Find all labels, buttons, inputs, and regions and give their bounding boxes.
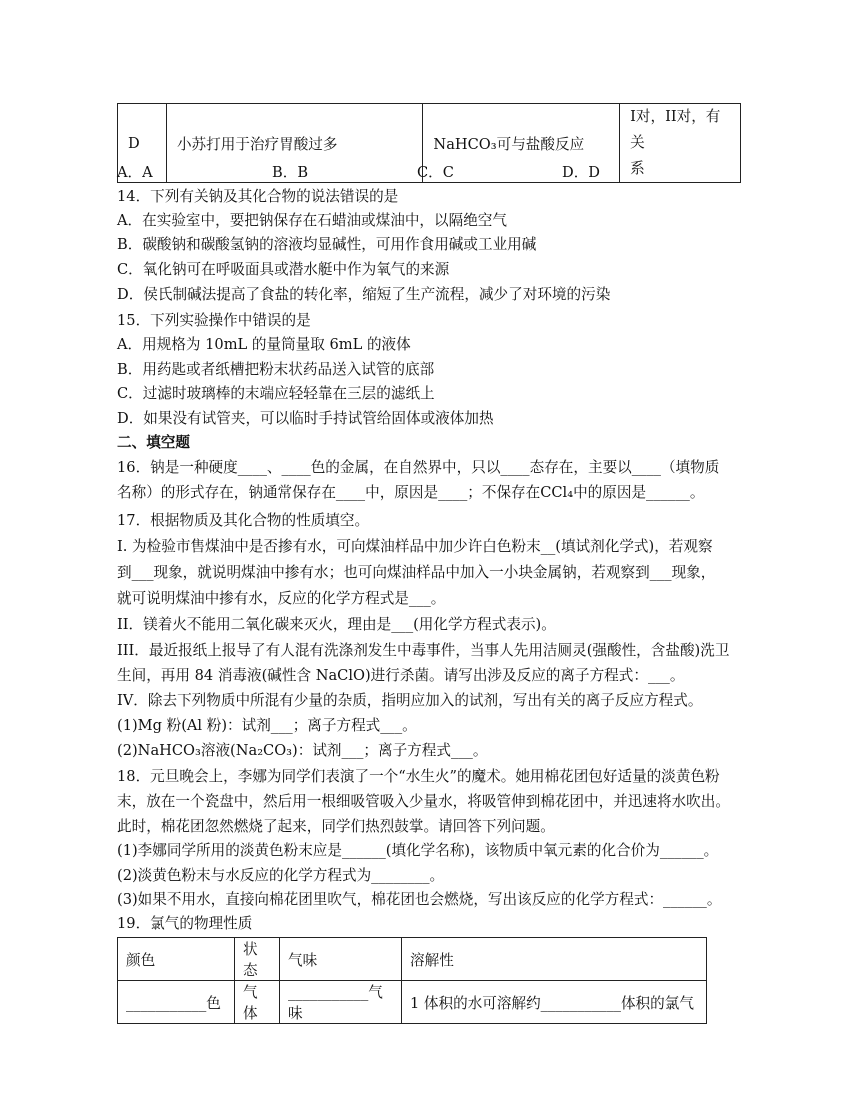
row-label: D	[118, 104, 167, 183]
judgment-line-1: I对，II对，有关	[630, 108, 721, 151]
q14-option-a: A．在实验室中，要把钠保存在石蜡油或煤油中，以隔绝空气	[117, 212, 507, 229]
q13-choices	[117, 163, 600, 183]
cell-state: 气体	[235, 981, 280, 1024]
statement-2: NaHCO₃可与盐酸反应	[423, 104, 620, 183]
q18-sub-1: (1)李娜同学所用的淡黄色粉末应是______(填化学名称)，该物质中氧元素的化合价为______。	[117, 842, 719, 859]
q15-stem: 15．下列实验操作中错误的是	[117, 312, 311, 329]
q14-option-b: B．碳酸钠和碳酸氢钠的溶液均显碱性，可用作食用碱或工业用碱	[117, 236, 537, 253]
q18-line-2: 末，放在一个瓷盘中，然后用一根细吸管吸入少量水，将吸管伸到棉花团中，并迅速将水吹出。	[117, 793, 730, 810]
q15-option-a: A．用规格为 10mL 的量筒量取 6mL 的液体	[117, 336, 411, 353]
q17-part1-line1: I. 为检验市售煤油中是否掺有水，可向煤油样品中加少许白色粉末__(填试剂化学式)，若观察	[117, 538, 713, 555]
q18-line-1: 18．元旦晚会上，李娜为同学们表演了一个“水生火”的魔术。她用棉花团包好适量的淡黄色粉	[117, 768, 720, 785]
q19-stem: 19．氯气的物理性质	[117, 915, 253, 932]
choice-b: B．B	[272, 164, 309, 181]
q17-part5: (1)Mg 粉(Al 粉)：试剂___；离子方程式___。	[117, 717, 417, 734]
q18-sub-3: (3)如果不用水，直接向棉花团里吹气，棉花团也会燃烧，写出该反应的化学方程式：______。	[117, 891, 722, 908]
choice-d: D．D	[562, 164, 600, 181]
q17-part1-line3: 就可说明煤油中掺有水，反应的化学方程式是___。	[117, 590, 446, 607]
q17-part3-line1: III．最近报纸上报导了有人混有洗涤剂发生中毒事件，当事人先用洁厕灵(强酸性，含盐酸)洗卫	[117, 642, 730, 659]
q15-option-b: B．用药匙或者纸槽把粉末状药品送入试管的底部	[117, 361, 435, 378]
q14-option-d: D．侯氏制碱法提高了食盐的转化率，缩短了生产流程，减少了对环境的污染	[117, 286, 611, 303]
header-solubility: 溶解性	[402, 938, 707, 981]
section-title: 二、填空题	[117, 434, 190, 451]
q17-part2: II．镁着火不能用二氧化碳来灭火，理由是___(用化学方程式表示)。	[117, 616, 556, 633]
header-color: 颜色	[118, 938, 235, 981]
q17-part1-line2: 到___现象，就说明煤油中掺有水；也可向煤油样品中加入一小块金属钠，若观察到___现象，	[117, 564, 716, 581]
q14-option-c: C．氧化钠可在呼吸面具或潜水艇中作为氧气的来源	[117, 261, 450, 278]
q18-line-3: 此时，棉花团忽然燃烧了起来，同学们热烈鼓掌。请回答下列问题。	[117, 818, 555, 835]
q16-line-1: 16．钠是一种硬度____、____色的金属，在自然界中，只以____态存在，主要以____（填物质	[117, 459, 720, 476]
table-row	[118, 981, 707, 1024]
q18-sub-2: (2)淡黄色粉末与水反应的化学方程式为________。	[117, 867, 445, 884]
q17-part4: IV．除去下列物质中所混有少量的杂质，指明应加入的试剂，写出有关的离子反应方程式。	[117, 692, 703, 709]
cell-solubility: 1 体积的水可溶解约___________体积的氯气	[402, 981, 707, 1024]
header-state: 状态	[235, 938, 280, 981]
statement-1: 小苏打用于治疗胃酸过多	[166, 104, 422, 183]
q14-stem: 14．下列有关钠及其化合物的说法错误的是	[117, 188, 399, 205]
choice-a: A．A	[117, 164, 153, 181]
header-odor: 气味	[280, 938, 402, 981]
table-header-row	[118, 938, 707, 981]
cell-odor: ___________气味	[280, 981, 402, 1024]
q17-part3-line2: 生间，再用 84 消毒液(碱性含 NaClO)进行杀菌。请写出涉及反应的离子方程式：___。	[117, 667, 685, 684]
cell-color: ___________色	[118, 981, 235, 1024]
q17-part6: (2)NaHCO₃溶液(Na₂CO₃)：试剂___；离子方程式___。	[117, 742, 488, 759]
q15-option-c: C．过滤时玻璃棒的末端应轻轻靠在三层的滤纸上	[117, 385, 435, 402]
chlorine-properties-table	[117, 937, 707, 1024]
q15-option-d: D．如果没有试管夹，可以临时手持试管给固体或液体加热	[117, 410, 494, 427]
judgment-line-2: 系	[630, 160, 645, 177]
q16-line-2: 名称）的形式存在，钠通常保存在____中，原因是____；不保存在CCl₄中的原因是______。	[117, 484, 705, 501]
choice-c: C．C	[417, 164, 454, 181]
q17-stem: 17．根据物质及其化合物的性质填空。	[117, 512, 370, 529]
judgment-cell	[620, 104, 741, 183]
